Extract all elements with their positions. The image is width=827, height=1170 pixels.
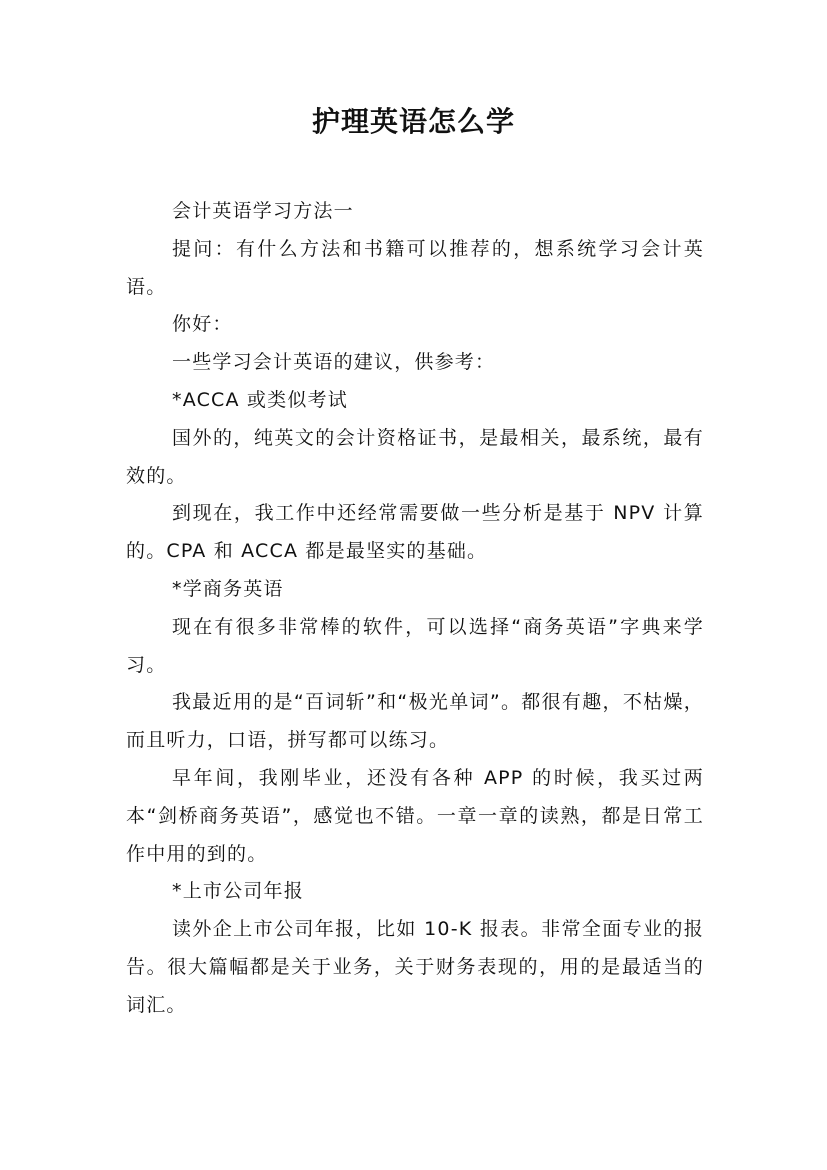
paragraph-10k: 读外企上市公司年报，比如 10-K 报表。非常全面专业的报告。很大篇幅都是关于业务，关于财务表现的，用的是最适当的词汇。 (126, 918, 704, 1016)
paragraph-npv: 到现在，我工作中还经常需要做一些分析是基于 NPV 计算的。CPA 和 ACCA 都是最坚实的基础。 (126, 502, 704, 563)
paragraph-bullet-acca: *ACCA 或类似考试 (172, 388, 348, 411)
document-title: 护理英语怎么学 (311, 105, 515, 138)
paragraph-bullet-business-english: *学商务英语 (172, 577, 284, 600)
paragraph-acca-desc: 国外的，纯英文的会计资格证书，是最相关，最系统，最有效的。 (126, 426, 704, 487)
paragraph-software: 现在有很多非常棒的软件，可以选择“商务英语”字典来学习。 (126, 615, 704, 676)
paragraph-intro: 一些学习会计英语的建议，供参考： (172, 351, 496, 374)
paragraph-apps: 我最近用的是“百词斩”和“极光单词”。都很有趣，不枯燥，而且听力，口语，拼写都可以练习。 (126, 691, 704, 752)
paragraph-heading-method: 会计英语学习方法一 (172, 200, 354, 222)
paragraph-bullet-annual-report: *上市公司年报 (172, 880, 304, 903)
paragraph-question: 提问：有什么方法和书籍可以推荐的，想系统学习会计英语。 (126, 237, 704, 298)
paragraph-greeting: 你好： (172, 313, 233, 336)
document-body (126, 193, 704, 1025)
paragraph-cambridge: 早年间，我刚毕业，还没有各种 APP 的时候，我买过两本“剑桥商务英语”，感觉也不错。一章一章的读熟，都是日常工作中用的到的。 (126, 766, 704, 865)
